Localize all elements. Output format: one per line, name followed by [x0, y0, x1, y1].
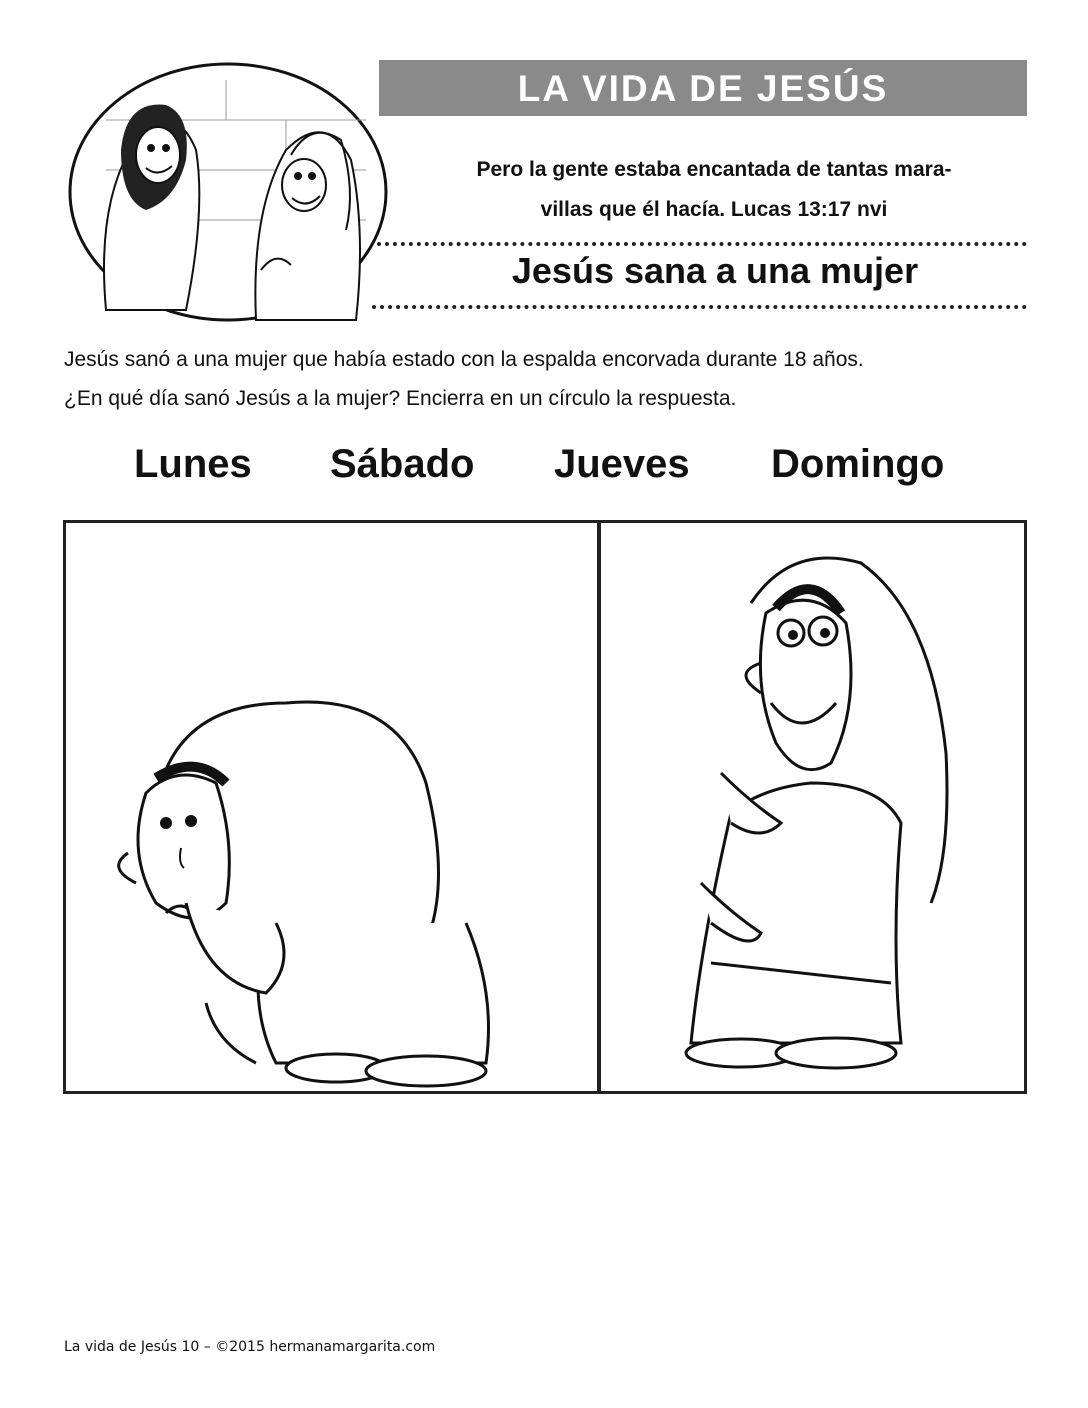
option-sabado[interactable]: Sábado: [330, 442, 475, 486]
verse-line-2: villas que él hacía. Lucas 13:17 nvi: [540, 198, 888, 221]
instructions: [64, 340, 1044, 418]
option-jueves[interactable]: Jueves: [554, 442, 690, 486]
footer-credit: La vida de Jesús 10 – ©2015 hermanamargarita.com: [64, 1339, 436, 1355]
answer-options: [64, 442, 1024, 492]
bible-verse: [400, 150, 1028, 230]
option-lunes[interactable]: Lunes: [134, 442, 252, 486]
lesson-subtitle: Jesús sana a una mujer: [511, 250, 919, 291]
instructions-line-1: Jesús sanó a una mujer que había estado con la espalda encorvada durante 18 años.: [64, 348, 864, 371]
instructions-line-2: ¿En qué día sanó Jesús a la mujer? Encierra en un círculo la respuesta.: [64, 387, 737, 410]
dotted-divider-top: [377, 242, 1027, 246]
verse-line-1: Pero la gente estaba encantada de tantas mara-: [476, 158, 952, 181]
panel-healed-woman: [598, 520, 1027, 1094]
header-band: [379, 60, 1027, 116]
page-title: LA VIDA DE JESÚS: [517, 68, 889, 109]
healed-woman-illustration: [601, 523, 1024, 1091]
dotted-divider-bottom: [372, 305, 1027, 309]
bent-woman-illustration: [66, 523, 597, 1091]
panel-bent-woman: [63, 520, 600, 1094]
jesus-and-woman-illustration: [66, 60, 390, 325]
option-domingo[interactable]: Domingo: [771, 442, 945, 486]
